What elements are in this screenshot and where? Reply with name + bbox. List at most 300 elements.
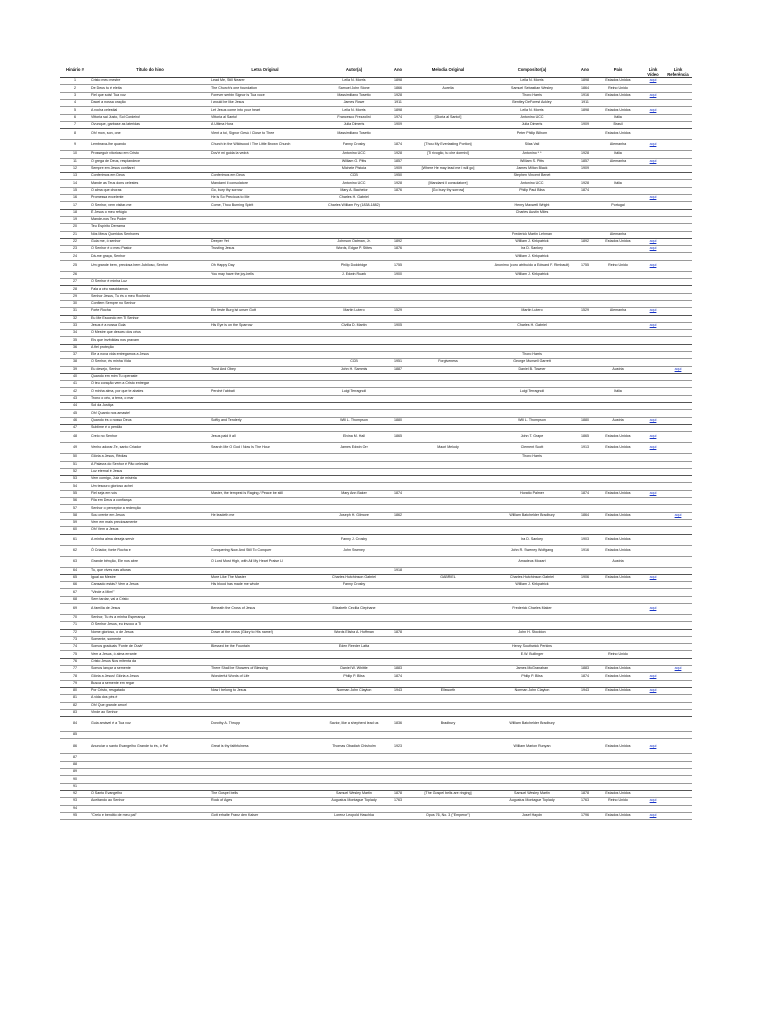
cell-reference-link (664, 717, 692, 732)
cell-original-lyrics (210, 315, 320, 322)
cell-reference-link (664, 739, 692, 754)
cell-reference-link (664, 129, 692, 140)
cell-reference-link (664, 604, 692, 615)
cell-title: Ele a nova vida entregamos a Jesus (90, 351, 210, 358)
cell-video-link (642, 776, 664, 783)
cell-video-link[interactable]: aqui (642, 308, 664, 315)
cell-title: A família de Jesus (90, 604, 210, 615)
cell-number: 78 (60, 673, 90, 680)
cell-author (320, 286, 388, 293)
cell-video-link[interactable]: aqui (642, 78, 664, 85)
cell-number: 38 (60, 359, 90, 366)
cell-title: Dacei a nossa oração (90, 100, 210, 107)
cell-composer-year (576, 173, 594, 180)
cell-year (388, 216, 408, 223)
cell-composer-year (576, 344, 594, 351)
table-row (60, 279, 692, 286)
cell-country (594, 315, 642, 322)
cell-country (594, 636, 642, 643)
cell-number: 51 (60, 461, 90, 468)
cell-original-lyrics (210, 286, 320, 293)
cell-composer (488, 505, 576, 512)
cell-video-link (642, 129, 664, 140)
cell-title: Dá-me graça, Senhor (90, 253, 210, 260)
cell-country (594, 776, 642, 783)
cell-original-lyrics (210, 253, 320, 260)
cell-reference-link (664, 673, 692, 680)
cell-author (320, 454, 388, 461)
cell-reference-link (664, 121, 692, 128)
table-row (60, 410, 692, 417)
cell-melody (408, 732, 488, 739)
cell-reference-link (664, 293, 692, 300)
cell-composer-year: 1913 (576, 443, 594, 454)
cell-composer: Antonino UCC (488, 114, 576, 121)
cell-composer: William J. Kirkpatrick (488, 271, 576, 278)
cell-video-link (642, 505, 664, 512)
cell-composer (488, 468, 576, 475)
cell-author: Martin Lutero (320, 308, 388, 315)
cell-author: CCB (320, 359, 388, 366)
cell-video-link (642, 556, 664, 567)
cell-melody (408, 769, 488, 776)
cell-original-lyrics: His blood has made me whole (210, 582, 320, 589)
cell-composer (488, 761, 576, 768)
cell-title: Jesus é a nossa Guia (90, 322, 210, 329)
cell-melody: Maori Melody (408, 443, 488, 454)
cell-country: Estados Unidos (594, 790, 642, 797)
cell-video-link[interactable]: aqui (642, 92, 664, 99)
cell-number: 28 (60, 286, 90, 293)
cell-country (594, 351, 642, 358)
cell-country (594, 805, 642, 812)
cell-number: 59 (60, 519, 90, 526)
cell-composer: Norman John Clayton (488, 687, 576, 694)
cell-composer-year (576, 589, 594, 596)
cell-video-link (642, 454, 664, 461)
cell-composer-year (576, 224, 594, 231)
cell-year (388, 468, 408, 475)
cell-number: 30 (60, 300, 90, 307)
cell-composer-year: 1864 (576, 512, 594, 519)
cell-reference-link (664, 761, 692, 768)
cell-country (594, 754, 642, 761)
cell-original-lyrics (210, 596, 320, 603)
cell-composer: William J. Kirkpatrick (488, 253, 576, 260)
cell-author: Charles Hutchinson Gabriel (320, 574, 388, 581)
cell-composer-year (576, 351, 594, 358)
cell-title: A minha alma deseja servir (90, 534, 210, 545)
cell-melody (408, 417, 488, 424)
cell-title: Tu, que vives nas alturas (90, 567, 210, 574)
cell-title: Mande as Teus dons celestes (90, 180, 210, 187)
cell-composer-year (576, 454, 594, 461)
cell-video-link[interactable]: aqui (642, 158, 664, 165)
cell-reference-link[interactable]: aqui (664, 666, 692, 673)
cell-number: 69 (60, 604, 90, 615)
cell-melody (408, 754, 488, 761)
cell-year: 1876 (388, 246, 408, 253)
cell-melody (408, 454, 488, 461)
cell-year (388, 443, 408, 454)
cell-original-lyrics: Lead Me, Still Nearer (210, 78, 320, 85)
cell-composer-year (576, 695, 594, 702)
cell-country: Estados Unidos (594, 490, 642, 497)
cell-country: Itália (594, 151, 642, 158)
cell-author: J. Edwin Ruark (320, 271, 388, 278)
cell-melody (408, 629, 488, 636)
cell-author (320, 527, 388, 534)
cell-country: Portugal (594, 202, 642, 209)
table-row (60, 271, 692, 278)
cell-original-lyrics (210, 534, 320, 545)
cell-year: 1866 (388, 85, 408, 92)
cell-reference-link (664, 629, 692, 636)
cell-composer (488, 293, 576, 300)
cell-reference-link (664, 315, 692, 322)
cell-reference-link (664, 417, 692, 424)
table-row (60, 527, 692, 534)
cell-composer-year: 1898 (576, 78, 594, 85)
cell-video-link[interactable]: aqui (642, 246, 664, 253)
cell-reference-link (664, 173, 692, 180)
cell-year (388, 454, 408, 461)
cell-author: Elizabeth Cecilia Clephane (320, 604, 388, 615)
cell-original-lyrics: The Gospel bells (210, 790, 320, 797)
cell-author: James Rowe (320, 100, 388, 107)
cell-year: 1898 (388, 78, 408, 85)
cell-reference-link (664, 337, 692, 344)
cell-melody (408, 498, 488, 505)
cell-reference-link (664, 651, 692, 658)
cell-number: 55 (60, 490, 90, 497)
cell-composer-year (576, 286, 594, 293)
cell-original-lyrics: Vient a toi, Signor Gesù / Close to Thee (210, 129, 320, 140)
cell-original-lyrics (210, 373, 320, 380)
cell-year: 1763 (388, 798, 408, 805)
cell-video-link (642, 224, 664, 231)
cell-original-lyrics (210, 805, 320, 812)
cell-country (594, 476, 642, 483)
cell-video-link (642, 403, 664, 410)
cell-country: Estados Unidos (594, 78, 642, 85)
header-row (60, 68, 692, 78)
cell-video-link (642, 567, 664, 574)
cell-country (594, 246, 642, 253)
cell-title: Sublime é o perdão (90, 424, 210, 431)
cell-video-link[interactable]: aqui (642, 322, 664, 329)
cell-composer-year (576, 582, 594, 589)
cell-author: Eden Reeder Latta (320, 644, 388, 651)
cell-video-link[interactable]: aqui (642, 739, 664, 754)
cell-number: 93 (60, 798, 90, 805)
cell-composer-year (576, 629, 594, 636)
cell-video-link[interactable]: aqui (642, 490, 664, 497)
cell-title: Oh! Quanto nos amaste! (90, 410, 210, 417)
cell-composer (488, 373, 576, 380)
cell-composer: Stephen Vincent Benet (488, 173, 576, 180)
cell-original-lyrics: Master, the tempest is Raging / Peace be still (210, 490, 320, 497)
cell-year (388, 644, 408, 651)
cell-video-link[interactable]: aqui (642, 107, 664, 114)
cell-author (320, 754, 388, 761)
cell-melody (408, 195, 488, 202)
cell-video-link[interactable]: aqui (642, 417, 664, 424)
cell-reference-link[interactable]: aqui (664, 512, 692, 519)
cell-title: A Palavra do Senhor é Pão celestial (90, 461, 210, 468)
cell-title: Eis que invêdidas nos pravam (90, 337, 210, 344)
cell-melody (408, 231, 488, 238)
cell-number: 54 (60, 483, 90, 490)
cell-composer-year: 1928 (576, 180, 594, 187)
cell-year (388, 709, 408, 716)
cell-reference-link (664, 246, 692, 253)
cell-title (90, 732, 210, 739)
cell-year (388, 483, 408, 490)
cell-video-link[interactable]: aqui (642, 604, 664, 615)
cell-melody (408, 322, 488, 329)
cell-number: 79 (60, 680, 90, 687)
cell-melody (408, 286, 488, 293)
cell-reference-link (664, 238, 692, 245)
cell-year: 1909 (388, 121, 408, 128)
cell-country: Itália (594, 388, 642, 395)
cell-composer-year (576, 195, 594, 202)
cell-year (388, 388, 408, 395)
cell-number: 66 (60, 582, 90, 589)
cell-year (388, 534, 408, 545)
cell-video-link (642, 373, 664, 380)
cell-original-lyrics: Blessed be the Fountain (210, 644, 320, 651)
cell-melody: Ellsworth (408, 687, 488, 694)
cell-original-lyrics (210, 468, 320, 475)
cell-original-lyrics: Come, Thou Burning Spirit (210, 202, 320, 209)
cell-number: 91 (60, 783, 90, 790)
cell-number: 32 (60, 315, 90, 322)
cell-title: O Senhor é minha Luz (90, 279, 210, 286)
table-row (60, 140, 692, 151)
cell-country (594, 286, 642, 293)
cell-number: 44 (60, 403, 90, 410)
cell-video-link[interactable]: aqui (642, 673, 664, 680)
cell-reference-link (664, 209, 692, 216)
cell-reference-link (664, 534, 692, 545)
cell-original-lyrics: Conferimos em Deus (210, 173, 320, 180)
cell-melody: [Where He may lead me I will go] (408, 165, 488, 172)
cell-number: 71 (60, 622, 90, 629)
cell-video-link[interactable]: aqui (642, 195, 664, 202)
cell-author (320, 461, 388, 468)
cell-reference-link (664, 260, 692, 271)
header-author: Autor(a) (320, 68, 388, 78)
cell-video-link[interactable]: aqui (642, 687, 664, 694)
cell-melody (408, 505, 488, 512)
cell-original-lyrics: Go, bury thy sorrow (210, 187, 320, 194)
cell-original-lyrics (210, 293, 320, 300)
cell-melody (408, 202, 488, 209)
cell-reference-link (664, 582, 692, 589)
cell-year (388, 395, 408, 402)
cell-year (388, 224, 408, 231)
cell-video-link (642, 344, 664, 351)
cell-composer: William Batchelder Bradbury (488, 512, 576, 519)
cell-original-lyrics: Oh Happy Day (210, 260, 320, 271)
cell-original-lyrics: Ein feste Burg ist unser Gott (210, 308, 320, 315)
table-row (60, 260, 692, 271)
cell-year (388, 615, 408, 622)
cell-author: Elvina M. Hall (320, 432, 388, 443)
cell-video-link[interactable]: aqui (642, 238, 664, 245)
cell-country: Estados Unidos (594, 238, 642, 245)
cell-title: Creio no Senhor (90, 432, 210, 443)
cell-title: Igual ao Mestre (90, 574, 210, 581)
cell-author: Massimiliano Tosetto (320, 92, 388, 99)
table-row (60, 381, 692, 388)
cell-melody (408, 373, 488, 380)
cell-country: Estados Unidos (594, 129, 642, 140)
cell-composer: Luigi Terragnoli (488, 388, 576, 395)
cell-number: 73 (60, 636, 90, 643)
cell-composer-year (576, 300, 594, 307)
cell-year (388, 622, 408, 629)
cell-composer (488, 776, 576, 783)
cell-title (90, 769, 210, 776)
cell-number: 57 (60, 505, 90, 512)
cell-melody (408, 209, 488, 216)
cell-composer-year (576, 315, 594, 322)
cell-composer-year: 1928 (576, 151, 594, 158)
cell-year (388, 403, 408, 410)
cell-number: 46 (60, 417, 90, 424)
cell-year (388, 330, 408, 337)
cell-title: Confiem Sempre no Senhor (90, 300, 210, 307)
cell-video-link (642, 461, 664, 468)
cell-reference-link[interactable]: aqui (664, 366, 692, 373)
cell-title: O Senhor, vem visitar-me (90, 202, 210, 209)
cell-reference-link (664, 403, 692, 410)
cell-video-link[interactable]: aqui (642, 140, 664, 151)
cell-video-link (642, 253, 664, 260)
cell-video-link (642, 359, 664, 366)
cell-year: 1892 (388, 238, 408, 245)
cell-composer-year (576, 216, 594, 223)
cell-video-link[interactable]: aqui (642, 574, 664, 581)
cell-original-lyrics: Jesus paid it all (210, 432, 320, 443)
cell-melody (408, 238, 488, 245)
cell-year: 1898 (388, 107, 408, 114)
cell-video-link[interactable]: aqui (642, 260, 664, 271)
cell-original-lyrics (210, 651, 320, 658)
cell-composer: Samuel Sebastian Wesley (488, 85, 576, 92)
cell-reference-link (664, 322, 692, 329)
cell-reference-link (664, 308, 692, 315)
cell-original-lyrics (210, 381, 320, 388)
cell-title: Somos lançar a semente (90, 666, 210, 673)
cell-video-link (642, 351, 664, 358)
cell-video-link (642, 680, 664, 687)
cell-melody (408, 604, 488, 615)
cell-original-lyrics (210, 300, 320, 307)
cell-reference-link (664, 114, 692, 121)
cell-reference-link (664, 381, 692, 388)
cell-composer: Silas Vail (488, 140, 576, 151)
cell-original-lyrics: Let Jesus come into your heart (210, 107, 320, 114)
cell-melody (408, 216, 488, 223)
table-row (60, 483, 692, 490)
cell-video-link[interactable]: aqui (642, 443, 664, 454)
cell-original-lyrics: Dorothy A. Thrupp (210, 717, 320, 732)
cell-author: Savior, like a shepherd lead us (320, 717, 388, 732)
table-row (60, 534, 692, 545)
cell-video-link[interactable]: aqui (642, 812, 664, 819)
cell-video-link[interactable]: aqui (642, 432, 664, 443)
cell-title: O Senhor, és minha Vida (90, 359, 210, 366)
cell-year (388, 476, 408, 483)
cell-title: A vida dos pés é (90, 695, 210, 702)
table-row (60, 739, 692, 754)
cell-author: Words Elisha A. Hoffman (320, 629, 388, 636)
cell-melody: GABRIEL (408, 574, 488, 581)
cell-country (594, 461, 642, 468)
cell-composer: William J. Kirkpatrick (488, 238, 576, 245)
cell-number: 45 (60, 410, 90, 417)
cell-composer (488, 300, 576, 307)
table-header (60, 68, 692, 78)
cell-video-link[interactable]: aqui (642, 798, 664, 805)
table-row (60, 238, 692, 245)
cell-title: Trono o céu, a terra, o mar (90, 395, 210, 402)
cell-composer: Bentley DeForest Ackley (488, 100, 576, 107)
cell-country (594, 253, 642, 260)
table-row (60, 545, 692, 556)
cell-original-lyrics (210, 231, 320, 238)
cell-author: Massimiliano Tosetto (320, 129, 388, 140)
cell-melody: [Gloria al Santo!] (408, 114, 488, 121)
header-reference-link: Link Referência (664, 68, 692, 78)
cell-country (594, 381, 642, 388)
cell-author: John H. Sammis (320, 366, 388, 373)
cell-author: James Edwin Orr (320, 443, 388, 454)
cell-reference-link (664, 85, 692, 92)
cell-reference-link (664, 395, 692, 402)
cell-author (320, 224, 388, 231)
cell-original-lyrics: Church in the Wildwood / The Little Brown Church (210, 140, 320, 151)
cell-number: 7 (60, 121, 90, 128)
cell-title: A fiel proteção (90, 344, 210, 351)
cell-author (320, 709, 388, 716)
table-row (60, 395, 692, 402)
cell-composer-year: 1909 (576, 121, 594, 128)
cell-composer (488, 805, 576, 812)
cell-composer-year (576, 776, 594, 783)
cell-video-link (642, 121, 664, 128)
cell-composer: Ira D. Sankey (488, 534, 576, 545)
cell-author (320, 279, 388, 286)
table-row (60, 388, 692, 395)
cell-author (320, 468, 388, 475)
cell-author (320, 300, 388, 307)
cell-title (90, 754, 210, 761)
cell-reference-link (664, 490, 692, 497)
cell-number: 13 (60, 173, 90, 180)
cell-composer-year: 1916 (576, 545, 594, 556)
table-row (60, 498, 692, 505)
cell-reference-link (664, 798, 692, 805)
cell-melody (408, 403, 488, 410)
cell-composer-year (576, 604, 594, 615)
cell-melody (408, 410, 488, 417)
cell-title: Ó Criador, fonte Rocha e (90, 545, 210, 556)
